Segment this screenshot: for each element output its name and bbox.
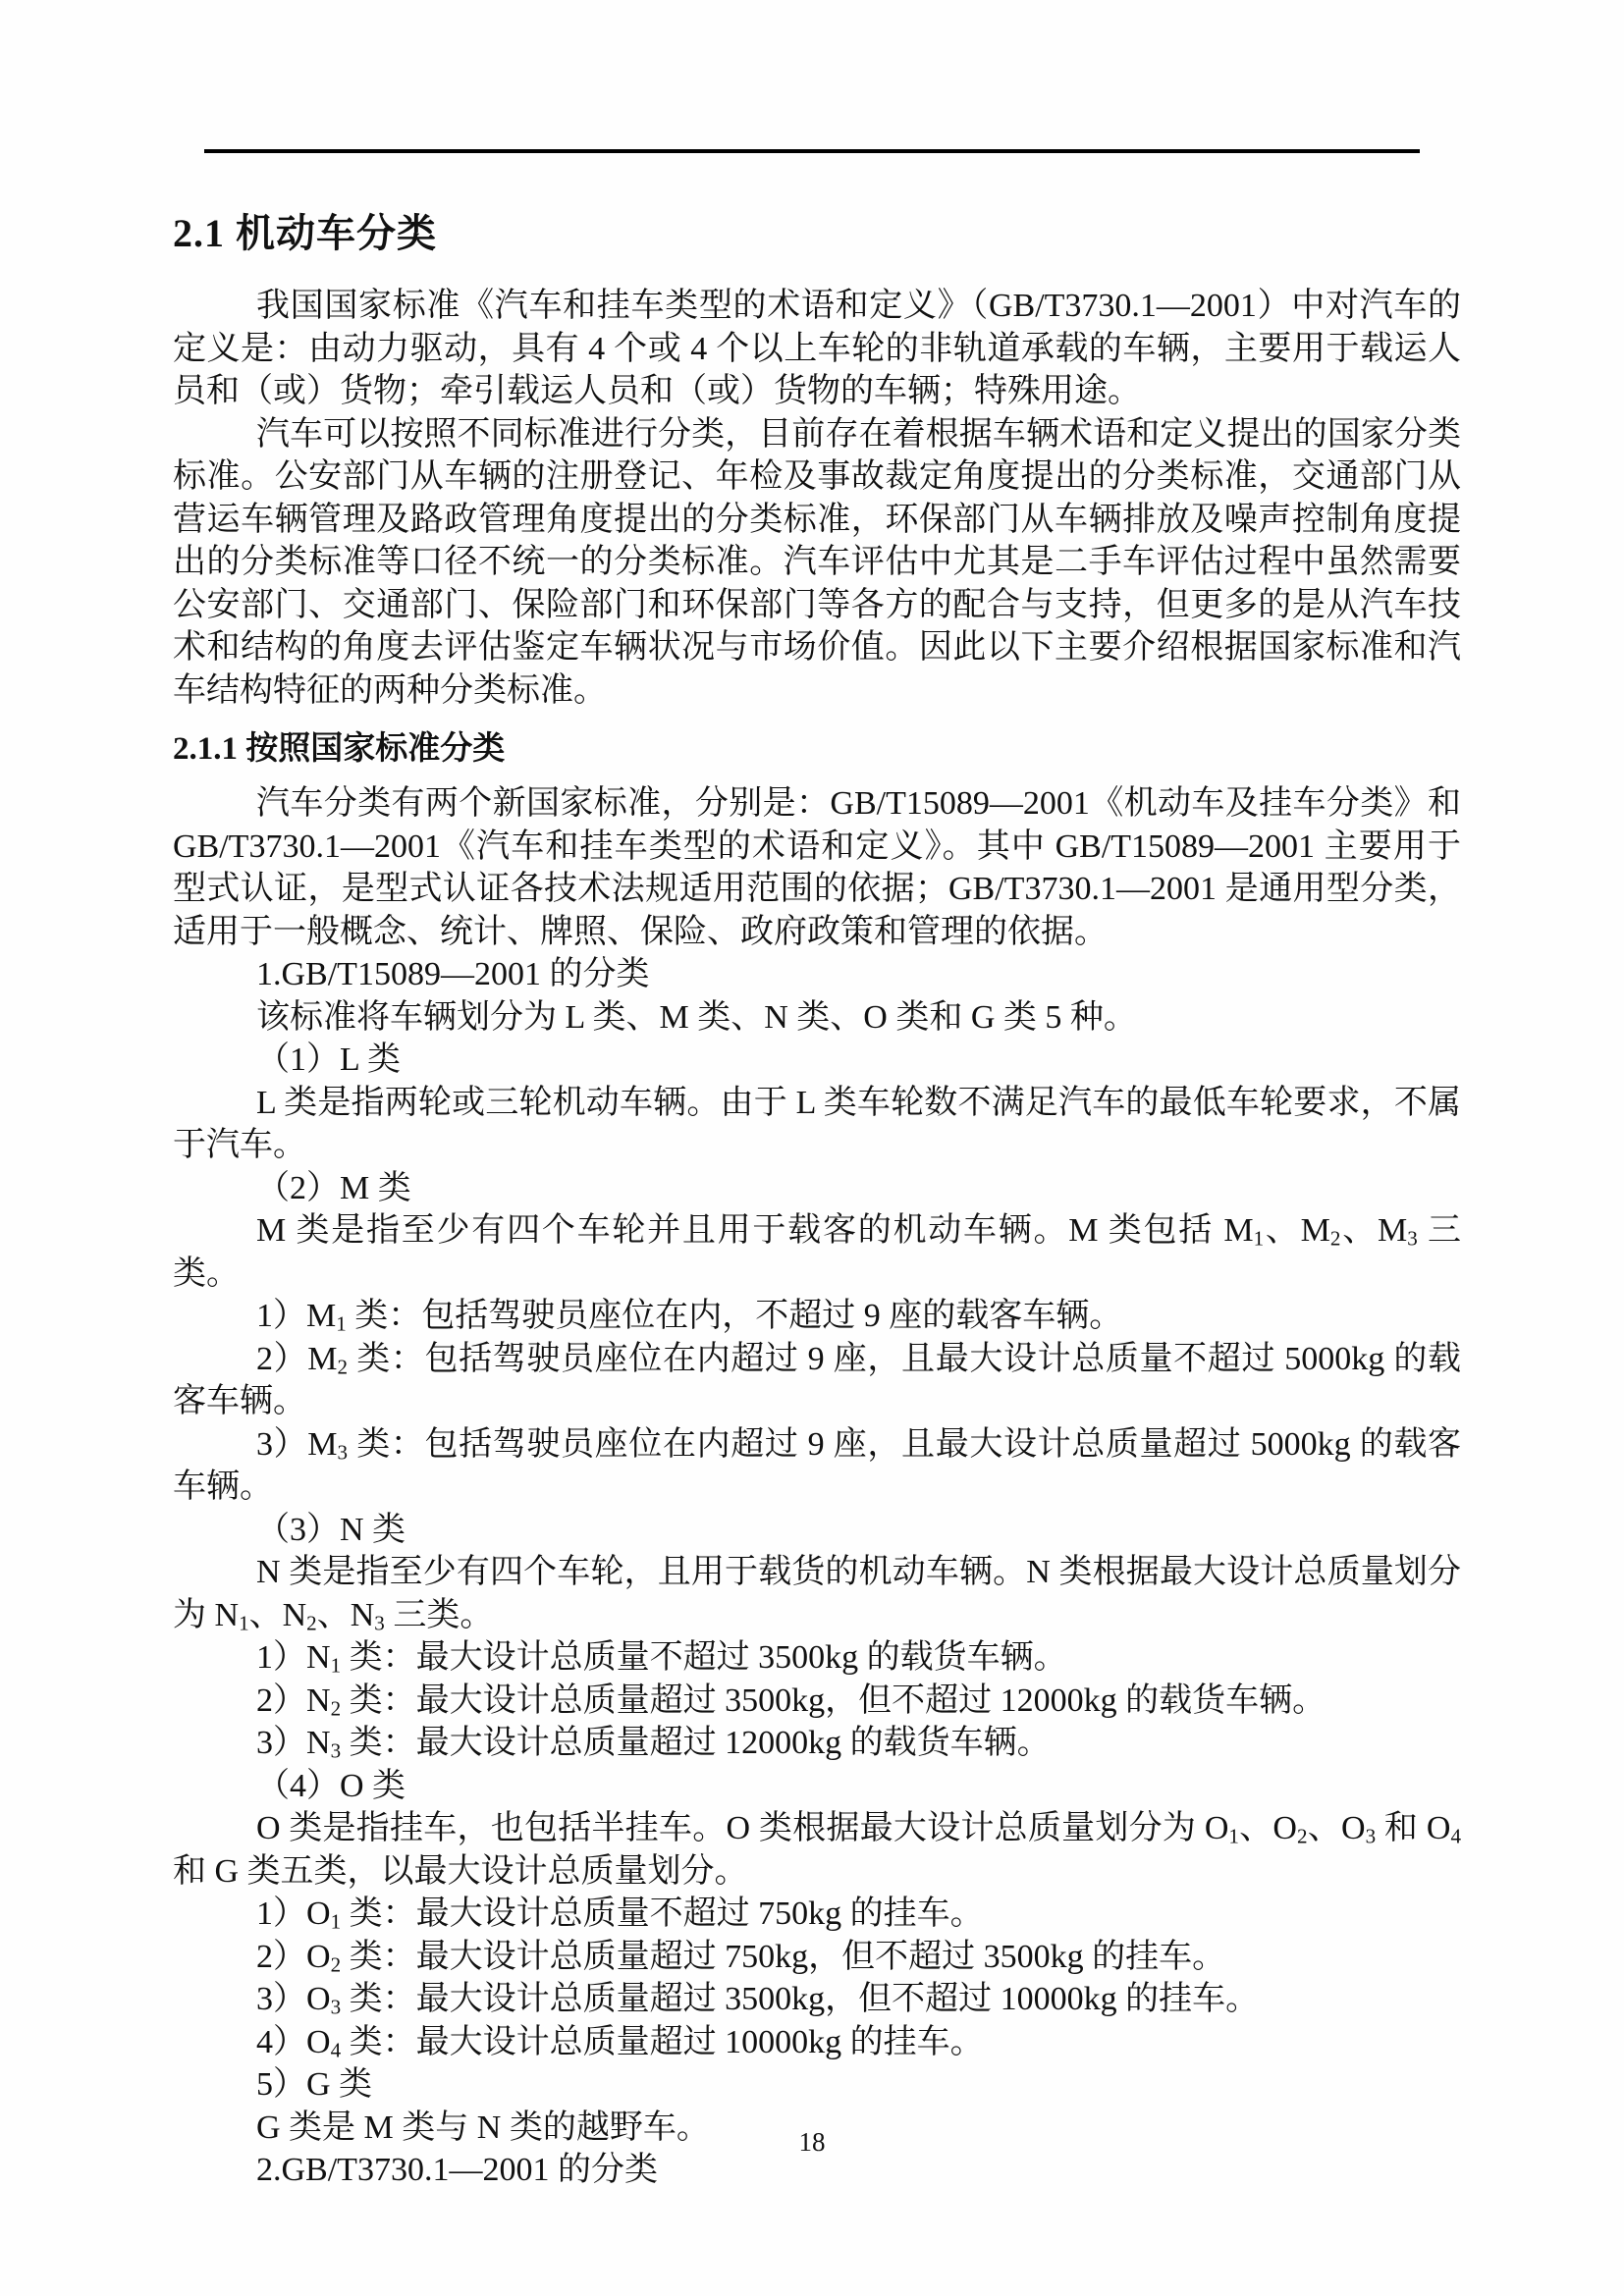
- intro-paragraph-1: 我国国家标准《汽车和挂车类型的术语和定义》（GB/T3730.1—2001）中对汽车的定义是：由动力驱动，具有 4 个或 4 个以上车轮的非轨道承载的车辆，主要用于载运人员和（或）货物；牵引载运人员和（或）货物的车辆；特殊用途。: [173, 288, 1461, 409]
- page-number: 18: [798, 2127, 826, 2157]
- list-item-o1: $1)O_1$ 类：最大设计总质量不超过 750kg 的挂车。: [256, 1896, 984, 1934]
- page-content: [173, 0, 1461, 2192]
- list-item-o3: $3)O_3$ 类：最大设计总质量超过 3500kg，但不超过 10000kg 的挂车。: [256, 1981, 1260, 2019]
- section-title: 2.1 机动车分类: [173, 211, 437, 255]
- list-item-o2: $2)O_2$ 类：最大设计总质量超过 750kg，但不超过 3500kg 的挂车。: [256, 1938, 1226, 1977]
- list-item-m3: $3)M_3$ 类：包括驾驶员座位在内超过 9 座，且最大设计总质量超过 5000kg 的载客车辆。: [173, 1425, 1462, 1505]
- list-item-n3: $3)N_3$ 类：最大设计总质量超过 12000kg 的载货车辆。: [256, 1725, 1051, 1763]
- list-item-o4: $4)O_4$ 类：最大设计总质量超过 10000kg 的挂车。: [256, 2023, 984, 2062]
- list-item-n1: $1)N_1$ 类：最大设计总质量不超过 3500kg 的载货车辆。: [256, 1639, 1067, 1678]
- list-item-n-class-heading: （3）N 类: [256, 1511, 406, 1548]
- paragraph-standards-overview: 汽车分类有两个新国家标准，分别是：GB/T15089—2001《机动车及挂车分类》和 GB/T3730.1—2001《汽车和挂车类型的术语和定义》。其中 GB/T15089—2001 主要用于型式认证，是型式认证各技术法规适用范围的依据；GB/T3730.1—2001 是通用型分类，适用于一般概念、统计、牌照、保险、政府政策和管理的依据。: [173, 785, 1461, 950]
- subsection-title: 2.1.1 按照国家标准分类: [173, 731, 506, 767]
- list-item-o-class-heading: （4）O 类: [256, 1767, 406, 1804]
- paragraph-m-class: M 类是指至少有四个车轮并且用于载客的机动车辆。M 类包括 $M_1$、$M_2$、$M_3$ 三类。: [173, 1212, 1462, 1292]
- paragraph-l-class: L 类是指两轮或三轮机动车辆。由于 L 类车轮数不满足汽车的最低车轮要求，不属于汽车。: [173, 1084, 1461, 1163]
- paragraph-o-class: O 类是指挂车，也包括半挂车。O 类根据最大设计总质量划分为 $O_1$、$O_2$、$O_3$ 和 $O_4$ 和 G 类五类，以最大设计总质量划分。: [173, 1810, 1461, 1890]
- paragraph-g-class: G 类是 M 类与 N 类的越野车。: [256, 2109, 710, 2146]
- paragraph-n-class: N 类是指至少有四个车轮，且用于载货的机动车辆。N 类根据最大设计总质量划分为 $N_1$、$N_2$、$N_3$ 三类。: [173, 1554, 1461, 1635]
- list-item-gbt3730-heading: 2.GB/T3730.1—2001 的分类: [256, 2152, 658, 2188]
- list-item-m1: $1)M_1$ 类：包括驾驶员座位在内，不超过 9 座的载客车辆。: [256, 1298, 1123, 1336]
- intro-paragraph-2: 汽车可以按照不同标准进行分类，目前存在着根据车辆术语和定义提出的国家分类标准。公安部门从车辆的注册登记、年检及事故裁定角度提出的分类标准，交通部门从营运车辆管理及路政管理角度提出的分类标准，环保部门从车辆排放及噪声控制角度提出的分类标准等口径不统一的分类标准。汽车评估中尤其是二手车评估过程中虽然需要公安部门、交通部门、保险部门和环保部门等各方的配合与支持，但更多的是从汽车技术和结构的角度去评估鉴定车辆状况与市场价值。因此以下主要介绍根据国家标准和汽车结构特征的两种分类标准。: [173, 415, 1461, 709]
- list-item-gbt15089-heading: 1.GB/T15089—2001 的分类: [256, 956, 650, 992]
- list-item-m-class-heading: （2）M 类: [256, 1169, 411, 1206]
- list-item-m2: $2)M_2$ 类：包括驾驶员座位在内超过 9 座，且最大设计总质量不超过 5000kg 的载客车辆。: [173, 1340, 1462, 1419]
- list-item-l-class-heading: （1）L 类: [256, 1041, 402, 1078]
- paragraph-five-categories: 该标准将车辆划分为 L 类、M 类、N 类、O 类和 G 类 5 种。: [256, 998, 1137, 1036]
- list-item-g-class-heading: 5）G 类: [256, 2066, 373, 2103]
- list-item-n2: $2)N_2$ 类：最大设计总质量超过 3500kg，但不超过 12000kg 的载货车辆。: [256, 1682, 1326, 1721]
